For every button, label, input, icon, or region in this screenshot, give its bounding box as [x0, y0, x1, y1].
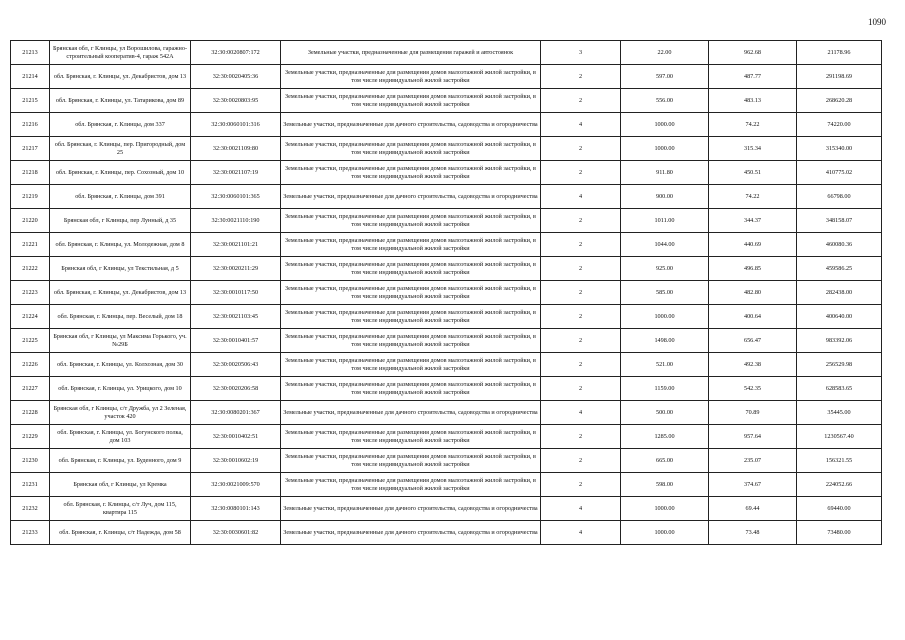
table-row [11, 401, 882, 425]
table-row [11, 137, 882, 161]
area-cell: 597.00 [621, 65, 709, 89]
address-cell: обл. Брянская, г. Клинцы, дом 391 [50, 185, 191, 209]
unit-price-cell: 344.37 [709, 209, 797, 233]
table-row [11, 353, 882, 377]
table-row [11, 497, 882, 521]
cadastral-value-cell: 460080.36 [797, 233, 882, 257]
area-cell: 1000.00 [621, 137, 709, 161]
table-body [11, 41, 882, 545]
cadastral-number-cell: 32:30:0021107:19 [191, 161, 281, 185]
cadastral-value-cell: 348158.07 [797, 209, 882, 233]
cadastral-number-cell: 32:30:0021009:570 [191, 473, 281, 497]
address-cell: обл. Брянская, г. Клинцы, ул. Колхозная, дом 30 [50, 353, 191, 377]
table-row [11, 281, 882, 305]
unit-price-cell: 492.38 [709, 353, 797, 377]
address-cell: Брянская обл, г Клинцы, ул Кремка [50, 473, 191, 497]
area-cell: 911.80 [621, 161, 709, 185]
address-cell: Брянская обл, г Клинцы, пер Лунный, д 35 [50, 209, 191, 233]
unit-price-cell: 235.07 [709, 449, 797, 473]
row-number-cell: 21231 [11, 473, 50, 497]
address-cell: обл. Брянская, г. Клинцы, пер. Веселый, дом 18 [50, 305, 191, 329]
land-registry-table [10, 40, 882, 545]
table-row [11, 305, 882, 329]
use-group-cell: 2 [541, 377, 621, 401]
cadastral-number-cell: 32:30:0010401:57 [191, 329, 281, 353]
cadastral-value-cell: 35445.00 [797, 401, 882, 425]
use-group-cell: 4 [541, 497, 621, 521]
land-use-cell: Земельные участки, предназначенные для размещения домов малоэтажной жилой застройки, в том числе индивидуальной жилой застройки [281, 89, 541, 113]
row-number-cell: 21216 [11, 113, 50, 137]
address-cell: обл. Брянская, г. Клинцы, ул. Урицкого, дом 10 [50, 377, 191, 401]
row-number-cell: 21215 [11, 89, 50, 113]
use-group-cell: 2 [541, 137, 621, 161]
cadastral-value-cell: 256529.98 [797, 353, 882, 377]
address-cell: обл. Брянская, г. Клинцы, дом 337 [50, 113, 191, 137]
address-cell: обл. Брянская, г. Клинцы, с/т Надежда, дом 58 [50, 521, 191, 545]
area-cell: 1000.00 [621, 497, 709, 521]
row-number-cell: 21227 [11, 377, 50, 401]
table-row [11, 89, 882, 113]
cadastral-number-cell: 32:30:0021103:45 [191, 305, 281, 329]
use-group-cell: 2 [541, 161, 621, 185]
row-number-cell: 21225 [11, 329, 50, 353]
unit-price-cell: 487.77 [709, 65, 797, 89]
table-row [11, 113, 882, 137]
table-row [11, 209, 882, 233]
land-use-cell: Земельные участки, предназначенные для размещения домов малоэтажной жилой застройки, в том числе индивидуальной жилой застройки [281, 353, 541, 377]
area-cell: 500.00 [621, 401, 709, 425]
cadastral-value-cell: 69440.00 [797, 497, 882, 521]
land-use-cell: Земельные участки, предназначенные для дачного строительства, садоводства и огородничества [281, 113, 541, 137]
area-cell: 585.00 [621, 281, 709, 305]
address-cell: обл. Брянская, г. Клинцы, пер. Сохозный, дом 10 [50, 161, 191, 185]
cadastral-value-cell: 74220.00 [797, 113, 882, 137]
cadastral-number-cell: 32:30:0020405:36 [191, 65, 281, 89]
cadastral-value-cell: 282438.00 [797, 281, 882, 305]
land-use-cell: Земельные участки, предназначенные для размещения домов малоэтажной жилой застройки, в том числе индивидуальной жилой застройки [281, 305, 541, 329]
table-row [11, 233, 882, 257]
unit-price-cell: 69.44 [709, 497, 797, 521]
unit-price-cell: 74.22 [709, 185, 797, 209]
use-group-cell: 2 [541, 281, 621, 305]
address-cell: обл. Брянская, г. Клинцы, ул. Декабристов, дом 13 [50, 281, 191, 305]
cadastral-number-cell: 32:30:0020506:43 [191, 353, 281, 377]
row-number-cell: 21220 [11, 209, 50, 233]
land-use-cell: Земельные участки, предназначенные для дачного строительства, садоводства и огородничества [281, 497, 541, 521]
row-number-cell: 21213 [11, 41, 50, 65]
use-group-cell: 2 [541, 257, 621, 281]
cadastral-value-cell: 315340.00 [797, 137, 882, 161]
row-number-cell: 21233 [11, 521, 50, 545]
cadastral-value-cell: 66798.00 [797, 185, 882, 209]
use-group-cell: 3 [541, 41, 621, 65]
cadastral-number-cell: 32:30:0010602:19 [191, 449, 281, 473]
page-number: 1090 [868, 17, 886, 27]
land-use-cell: Земельные участки, предназначенные для размещения домов малоэтажной жилой застройки, в том числе индивидуальной жилой застройки [281, 65, 541, 89]
unit-price-cell: 957.64 [709, 425, 797, 449]
land-use-cell: Земельные участки, предназначенные для дачного строительства, садоводства и огородничества [281, 185, 541, 209]
cadastral-value-cell: 459586.25 [797, 257, 882, 281]
land-use-cell: Земельные участки, предназначенные для размещения гаражей и автостоянок [281, 41, 541, 65]
unit-price-cell: 496.85 [709, 257, 797, 281]
address-cell: обл. Брянская, г. Клинцы, пер. Пригородный, дом 25 [50, 137, 191, 161]
area-cell: 22.00 [621, 41, 709, 65]
cadastral-value-cell: 410775.02 [797, 161, 882, 185]
address-cell: обл. Брянская, г. Клинцы, ул. Декабристов, дом 13 [50, 65, 191, 89]
unit-price-cell: 483.13 [709, 89, 797, 113]
table-row [11, 377, 882, 401]
cadastral-value-cell: 73480.00 [797, 521, 882, 545]
row-number-cell: 21232 [11, 497, 50, 521]
row-number-cell: 21219 [11, 185, 50, 209]
cadastral-number-cell: 32:30:0060101:316 [191, 113, 281, 137]
table-row [11, 449, 882, 473]
table-row [11, 473, 882, 497]
use-group-cell: 4 [541, 185, 621, 209]
land-use-cell: Земельные участки, предназначенные для размещения домов малоэтажной жилой застройки, в том числе индивидуальной жилой застройки [281, 473, 541, 497]
area-cell: 1498.00 [621, 329, 709, 353]
table-row [11, 185, 882, 209]
use-group-cell: 4 [541, 521, 621, 545]
table-row [11, 425, 882, 449]
use-group-cell: 4 [541, 401, 621, 425]
cadastral-value-cell: 1230567.40 [797, 425, 882, 449]
cadastral-number-cell: 32:30:0010402:51 [191, 425, 281, 449]
unit-price-cell: 70.89 [709, 401, 797, 425]
unit-price-cell: 542.35 [709, 377, 797, 401]
row-number-cell: 21221 [11, 233, 50, 257]
use-group-cell: 2 [541, 473, 621, 497]
area-cell: 1000.00 [621, 521, 709, 545]
land-use-cell: Земельные участки, предназначенные для размещения домов малоэтажной жилой застройки, в том числе индивидуальной жилой застройки [281, 449, 541, 473]
cadastral-value-cell: 400640.00 [797, 305, 882, 329]
unit-price-cell: 450.51 [709, 161, 797, 185]
area-cell: 556.00 [621, 89, 709, 113]
address-cell: Брянская обл, г Клинцы, ул Максима Горького, уч.№29Б [50, 329, 191, 353]
cadastral-number-cell: 32:30:0020206:58 [191, 377, 281, 401]
use-group-cell: 4 [541, 113, 621, 137]
cadastral-number-cell: 32:30:0060101:365 [191, 185, 281, 209]
land-use-cell: Земельные участки, предназначенные для размещения домов малоэтажной жилой застройки, в том числе индивидуальной жилой застройки [281, 257, 541, 281]
use-group-cell: 2 [541, 233, 621, 257]
land-use-cell: Земельные участки, предназначенные для дачного строительства, садоводства и огородничества [281, 521, 541, 545]
area-cell: 1011.00 [621, 209, 709, 233]
cadastral-number-cell: 32:30:0021101:21 [191, 233, 281, 257]
use-group-cell: 2 [541, 329, 621, 353]
row-number-cell: 21224 [11, 305, 50, 329]
row-number-cell: 21223 [11, 281, 50, 305]
unit-price-cell: 73.48 [709, 521, 797, 545]
use-group-cell: 2 [541, 65, 621, 89]
unit-price-cell: 440.69 [709, 233, 797, 257]
area-cell: 1000.00 [621, 305, 709, 329]
cadastral-number-cell: 32:30:0010117:50 [191, 281, 281, 305]
table-row [11, 161, 882, 185]
land-use-cell: Земельные участки, предназначенные для дачного строительства, садоводства и огородничества [281, 401, 541, 425]
unit-price-cell: 374.67 [709, 473, 797, 497]
use-group-cell: 2 [541, 449, 621, 473]
area-cell: 665.00 [621, 449, 709, 473]
use-group-cell: 2 [541, 89, 621, 113]
unit-price-cell: 400.64 [709, 305, 797, 329]
cadastral-number-cell: 32:30:0020211:29 [191, 257, 281, 281]
unit-price-cell: 74.22 [709, 113, 797, 137]
cadastral-value-cell: 983392.06 [797, 329, 882, 353]
land-use-cell: Земельные участки, предназначенные для размещения домов малоэтажной жилой застройки, в том числе индивидуальной жилой застройки [281, 233, 541, 257]
row-number-cell: 21214 [11, 65, 50, 89]
cadastral-value-cell: 268620.28 [797, 89, 882, 113]
cadastral-value-cell: 291198.69 [797, 65, 882, 89]
land-use-cell: Земельные участки, предназначенные для размещения домов малоэтажной жилой застройки, в том числе индивидуальной жилой застройки [281, 425, 541, 449]
land-use-cell: Земельные участки, предназначенные для размещения домов малоэтажной жилой застройки, в том числе индивидуальной жилой застройки [281, 377, 541, 401]
table-row [11, 65, 882, 89]
row-number-cell: 21229 [11, 425, 50, 449]
area-cell: 925.00 [621, 257, 709, 281]
cadastral-value-cell: 224052.66 [797, 473, 882, 497]
unit-price-cell: 962.68 [709, 41, 797, 65]
use-group-cell: 2 [541, 305, 621, 329]
table-row [11, 329, 882, 353]
area-cell: 1285.00 [621, 425, 709, 449]
row-number-cell: 21228 [11, 401, 50, 425]
area-cell: 598.00 [621, 473, 709, 497]
cadastral-value-cell: 21178.96 [797, 41, 882, 65]
row-number-cell: 21230 [11, 449, 50, 473]
land-use-cell: Земельные участки, предназначенные для размещения домов малоэтажной жилой застройки, в том числе индивидуальной жилой застройки [281, 281, 541, 305]
cadastral-number-cell: 32:30:0021110:190 [191, 209, 281, 233]
cadastral-value-cell: 628583.65 [797, 377, 882, 401]
address-cell: Брянская обл, г Клинцы, с/т Дружба, ул 2 Зеленая, участок 420 [50, 401, 191, 425]
cadastral-number-cell: 32:30:0080101:143 [191, 497, 281, 521]
table-row [11, 257, 882, 281]
cadastral-number-cell: 32:30:0021109:80 [191, 137, 281, 161]
unit-price-cell: 315.34 [709, 137, 797, 161]
land-use-cell: Земельные участки, предназначенные для размещения домов малоэтажной жилой застройки, в том числе индивидуальной жилой застройки [281, 209, 541, 233]
address-cell: обл. Брянская, г. Клинцы, ул. Молодежная, дом 8 [50, 233, 191, 257]
land-use-cell: Земельные участки, предназначенные для размещения домов малоэтажной жилой застройки, в том числе индивидуальной жилой застройки [281, 137, 541, 161]
table-row [11, 521, 882, 545]
area-cell: 521.00 [621, 353, 709, 377]
land-use-cell: Земельные участки, предназначенные для размещения домов малоэтажной жилой застройки, в том числе индивидуальной жилой застройки [281, 161, 541, 185]
address-cell: обл. Брянская, г. Клинцы, ул. Богунского полка, дом 103 [50, 425, 191, 449]
cadastral-number-cell: 32:30:0020807:172 [191, 41, 281, 65]
use-group-cell: 2 [541, 209, 621, 233]
cadastral-value-cell: 156321.55 [797, 449, 882, 473]
address-cell: обл. Брянская, г. Клинцы, ул. Татарикова, дом 89 [50, 89, 191, 113]
area-cell: 1044.00 [621, 233, 709, 257]
cadastral-number-cell: 32:30:0020803:95 [191, 89, 281, 113]
area-cell: 1000.00 [621, 113, 709, 137]
address-cell: обл. Брянская, г. Клинцы, ул. Буденного, дом 9 [50, 449, 191, 473]
use-group-cell: 2 [541, 353, 621, 377]
row-number-cell: 21218 [11, 161, 50, 185]
cadastral-number-cell: 32:30:0030601:82 [191, 521, 281, 545]
row-number-cell: 21217 [11, 137, 50, 161]
cadastral-number-cell: 32:30:0080201:367 [191, 401, 281, 425]
row-number-cell: 21222 [11, 257, 50, 281]
address-cell: Брянская обл, г Клинцы, ул Ворошилова, гаражно-строительный кооператив-4, гараж 542А [50, 41, 191, 65]
use-group-cell: 2 [541, 425, 621, 449]
unit-price-cell: 656.47 [709, 329, 797, 353]
unit-price-cell: 482.80 [709, 281, 797, 305]
area-cell: 900.00 [621, 185, 709, 209]
row-number-cell: 21226 [11, 353, 50, 377]
area-cell: 1159.00 [621, 377, 709, 401]
address-cell: обл. Брянская, г. Клинцы, с/т Луч, дом 115, квартира 115 [50, 497, 191, 521]
address-cell: Брянская обл, г Клинцы, ул Текстильная, д 5 [50, 257, 191, 281]
land-use-cell: Земельные участки, предназначенные для размещения домов малоэтажной жилой застройки, в том числе индивидуальной жилой застройки [281, 329, 541, 353]
table-row [11, 41, 882, 65]
